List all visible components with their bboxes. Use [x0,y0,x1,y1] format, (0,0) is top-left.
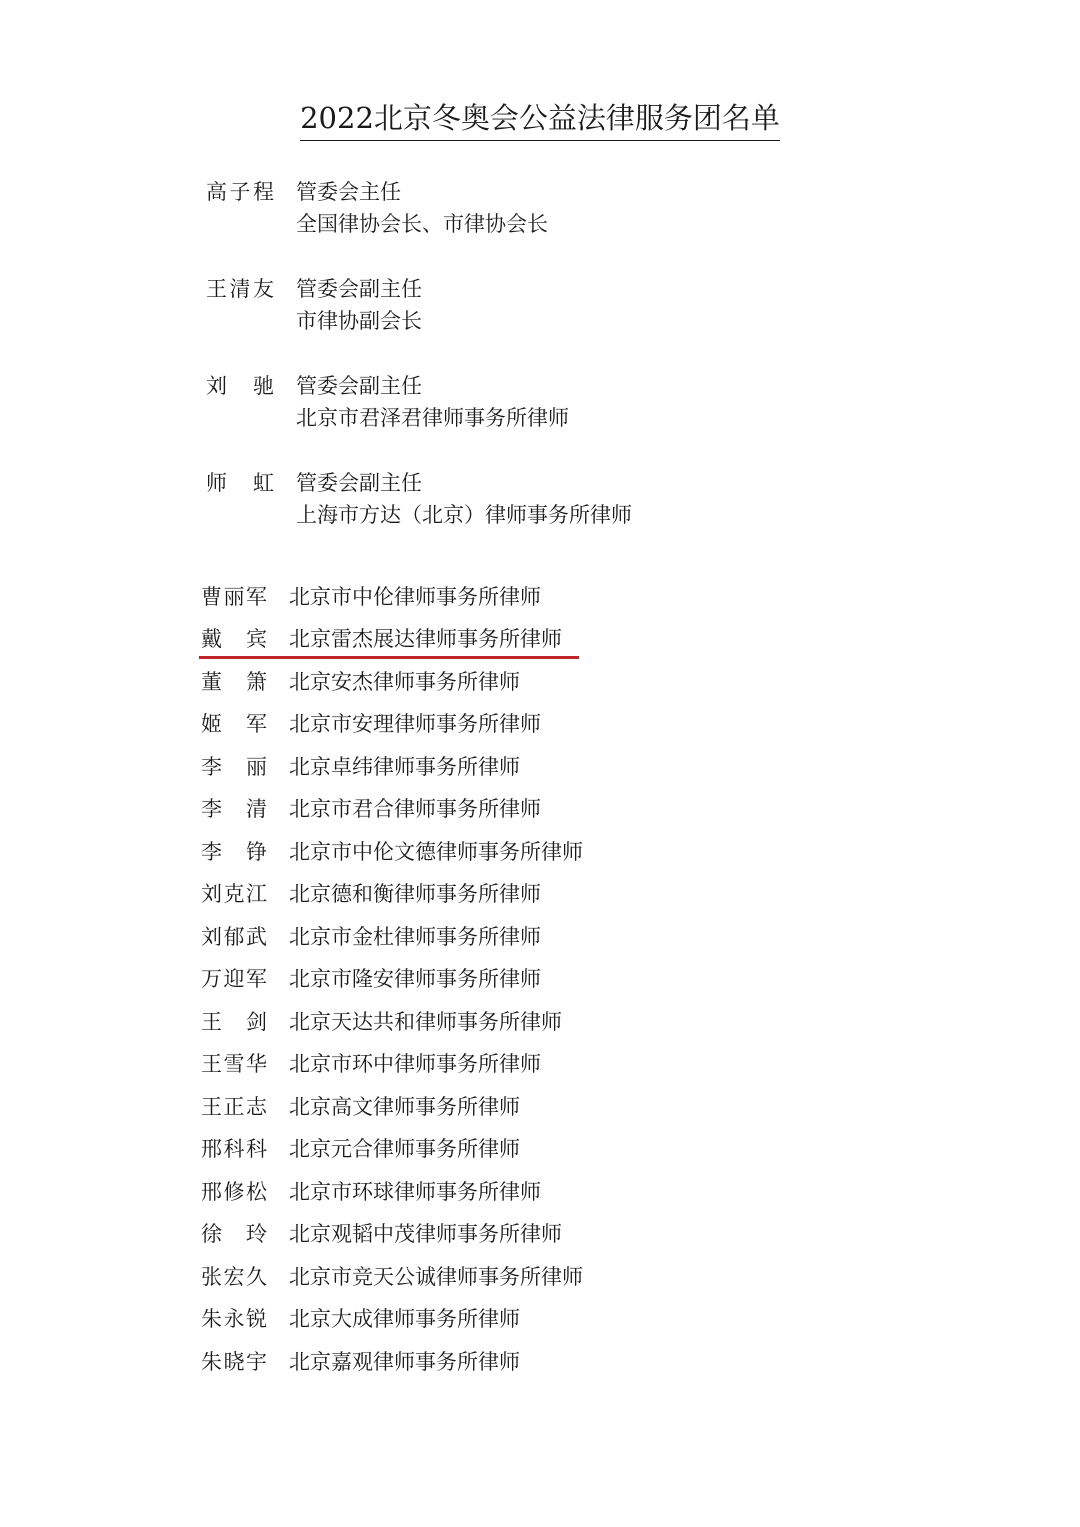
member-firm: 北京市隆安律师事务所律师 [289,967,541,991]
member-name: 姬军 [201,712,267,736]
highlight-underline [199,656,579,659]
member-name: 朱永锐 [201,1307,267,1331]
leader-role: 管委会副主任 [296,277,422,301]
document-title-text: 2022北京冬奥会公益法律服务团名单 [300,98,780,141]
member-name: 邢科科 [201,1137,267,1161]
member-name: 朱晓宇 [201,1350,267,1374]
leader-name: 高子程 [206,180,274,204]
member-firm: 北京市中伦律师事务所律师 [289,585,541,609]
leader-name: 王清友 [206,277,274,301]
leader-role: 管委会副主任 [296,471,422,495]
member-firm: 北京市竞天公诚律师事务所律师 [289,1265,583,1289]
member-name: 李清 [201,797,267,821]
leader-name: 师虹 [206,471,274,495]
member-firm: 北京市金杜律师事务所律师 [289,925,541,949]
leader-role: 管委会主任 [296,180,401,204]
member-name: 李铮 [201,840,267,864]
member-name: 万迎军 [201,967,267,991]
member-firm: 北京市中伦文德律师事务所律师 [289,840,583,864]
member-name: 王正志 [201,1095,267,1119]
member-name: 王雪华 [201,1052,267,1076]
member-firm: 北京德和衡律师事务所律师 [289,882,541,906]
leader-affiliation: 上海市方达（北京）律师事务所律师 [296,503,632,527]
member-firm: 北京市环中律师事务所律师 [289,1052,541,1076]
member-firm: 北京雷杰展达律师事务所律师 [289,627,562,651]
member-name: 徐玲 [201,1222,267,1246]
member-name: 戴宾 [201,627,267,651]
member-name: 王剑 [201,1010,267,1034]
member-firm: 北京市君合律师事务所律师 [289,797,541,821]
leader-affiliation: 市律协副会长 [296,309,422,333]
member-firm: 北京大成律师事务所律师 [289,1307,520,1331]
member-firm: 北京市安理律师事务所律师 [289,712,541,736]
member-name: 曹丽军 [201,585,267,609]
member-name: 董箫 [201,670,267,694]
leader-name: 刘驰 [206,374,274,398]
member-name: 刘郁武 [201,925,267,949]
member-firm: 北京观韬中茂律师事务所律师 [289,1222,562,1246]
member-name: 邢修松 [201,1180,267,1204]
leader-affiliation: 北京市君泽君律师事务所律师 [296,406,569,430]
leader-affiliation: 全国律协会长、市律协会长 [296,212,548,236]
member-name: 张宏久 [201,1265,267,1289]
member-firm: 北京高文律师事务所律师 [289,1095,520,1119]
member-firm: 北京嘉观律师事务所律师 [289,1350,520,1374]
member-firm: 北京天达共和律师事务所律师 [289,1010,562,1034]
member-firm: 北京卓纬律师事务所律师 [289,755,520,779]
member-firm: 北京安杰律师事务所律师 [289,670,520,694]
member-name: 李丽 [201,755,267,779]
leader-role: 管委会副主任 [296,374,422,398]
member-name: 刘克江 [201,882,267,906]
member-firm: 北京市环球律师事务所律师 [289,1180,541,1204]
member-firm: 北京元合律师事务所律师 [289,1137,520,1161]
document-title [0,98,1080,141]
